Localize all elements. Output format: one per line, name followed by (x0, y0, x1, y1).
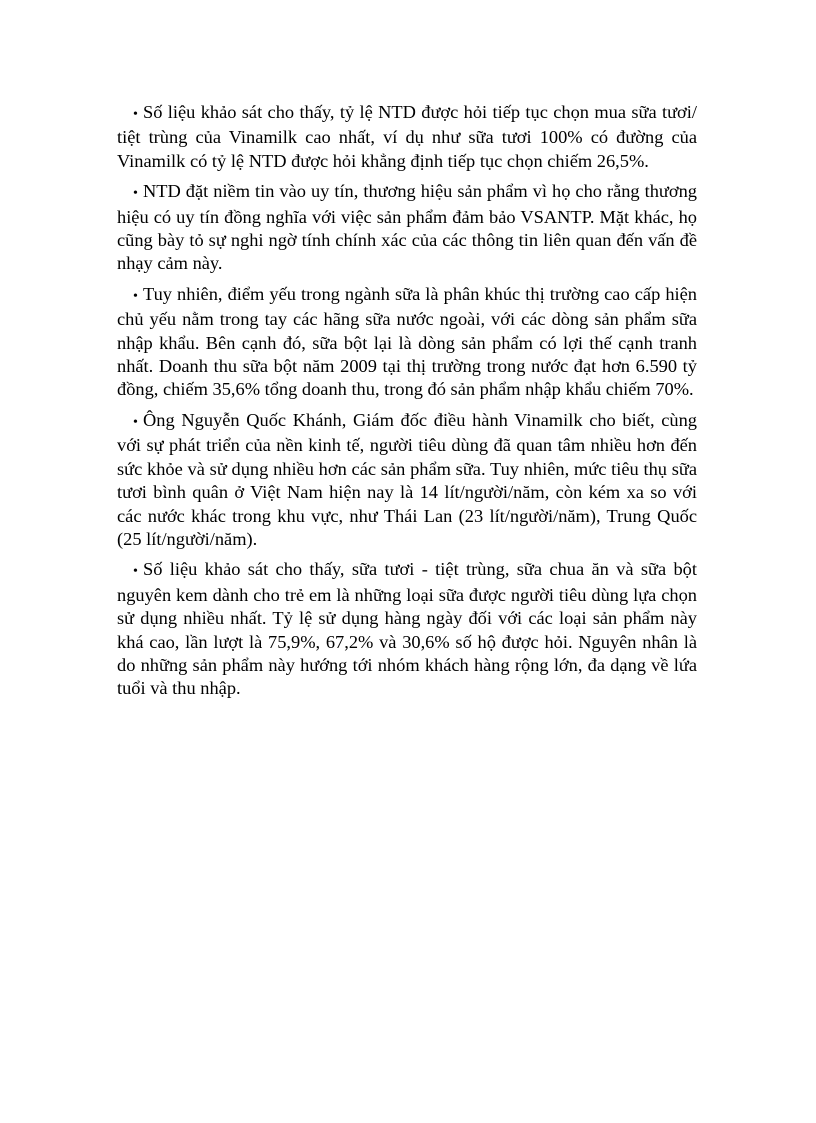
paragraph-text: Số liệu khảo sát cho thấy, tỷ lệ NTD được hỏi tiếp tục chọn mua sữa tươi/ tiệt trùng của Vinamilk cao nhất, ví dụ như sữa tươi 100% có đường của Vinamilk có tỷ lệ NTD được hỏi khẳng định tiếp tục chọn chiếm 26,5%. (117, 102, 697, 171)
paragraph-text: Tuy nhiên, điểm yếu trong ngành sữa là phân khúc thị trường cao cấp hiện chủ yếu nằm trong tay các hãng sữa nước ngoài, với các dòng sản phẩm sữa nhập khẩu. Bên cạnh đó, sữa bột lại là dòng sản phẩm có lợi thế cạnh tranh nhất. Doanh thu sữa bột năm 2009 tại thị trường trong nước đạt hơn 6.590 tỷ đồng, chiếm 35,6% tổng doanh thu, trong đó sản phẩm nhập khẩu chiếm 70%. (117, 283, 697, 400)
paragraph-text: Số liệu khảo sát cho thấy, sữa tươi - tiệt trùng, sữa chua ăn và sữa bột nguyên kem dành cho trẻ em là những loại sữa được người tiêu dùng lựa chọn sử dụng nhiều nhất. Tỷ lệ sử dụng hàng ngày đối với các loại sản phẩm này khá cao, lần lượt là 75,9%, 67,2% và 30,6% số hộ được hỏi. Nguyên nhân là do những sản phẩm này hướng tới nhóm khách hàng rộng lớn, đa dạng về lứa tuổi và thu nhập. (117, 559, 697, 699)
paragraph-text: Ông Nguyễn Quốc Khánh, Giám đốc điều hành Vinamilk cho biết, cùng với sự phát triển của nền kinh tế, người tiêu dùng đã quan tâm nhiều hơn đến sức khỏe và sử dụng nhiều hơn các sản phẩm sữa. Tuy nhiên, mức tiêu thụ sữa tươi bình quân ở Việt Nam hiện nay là 14 lít/người/năm, còn kém xa so với các nước khác trong khu vực, như Thái Lan (23 lít/người/năm), Trung Quốc (25 lít/người/năm). (117, 409, 697, 549)
bullet-icon: • (133, 107, 138, 122)
bullet-paragraph-4 (117, 409, 697, 551)
bullet-icon: • (133, 186, 138, 202)
bullet-icon: • (133, 288, 138, 304)
bullet-icon: • (133, 414, 138, 430)
bullet-icon: • (133, 564, 138, 580)
bullet-paragraph-3 (117, 283, 697, 402)
bullet-paragraph-2 (117, 180, 697, 276)
document-body (117, 101, 697, 708)
bullet-paragraph-1 (117, 101, 697, 173)
bullet-paragraph-5 (117, 558, 697, 700)
paragraph-text: NTD đặt niềm tin vào uy tín, thương hiệu sản phẩm vì họ cho rằng thương hiệu có uy tín đồng nghĩa với việc sản phẩm đảm bảo VSANTP. Mặt khác, họ cũng bày tỏ sự nghi ngờ tính chính xác của các thông tin liên quan đến vấn đề nhạy cảm này. (117, 181, 697, 274)
